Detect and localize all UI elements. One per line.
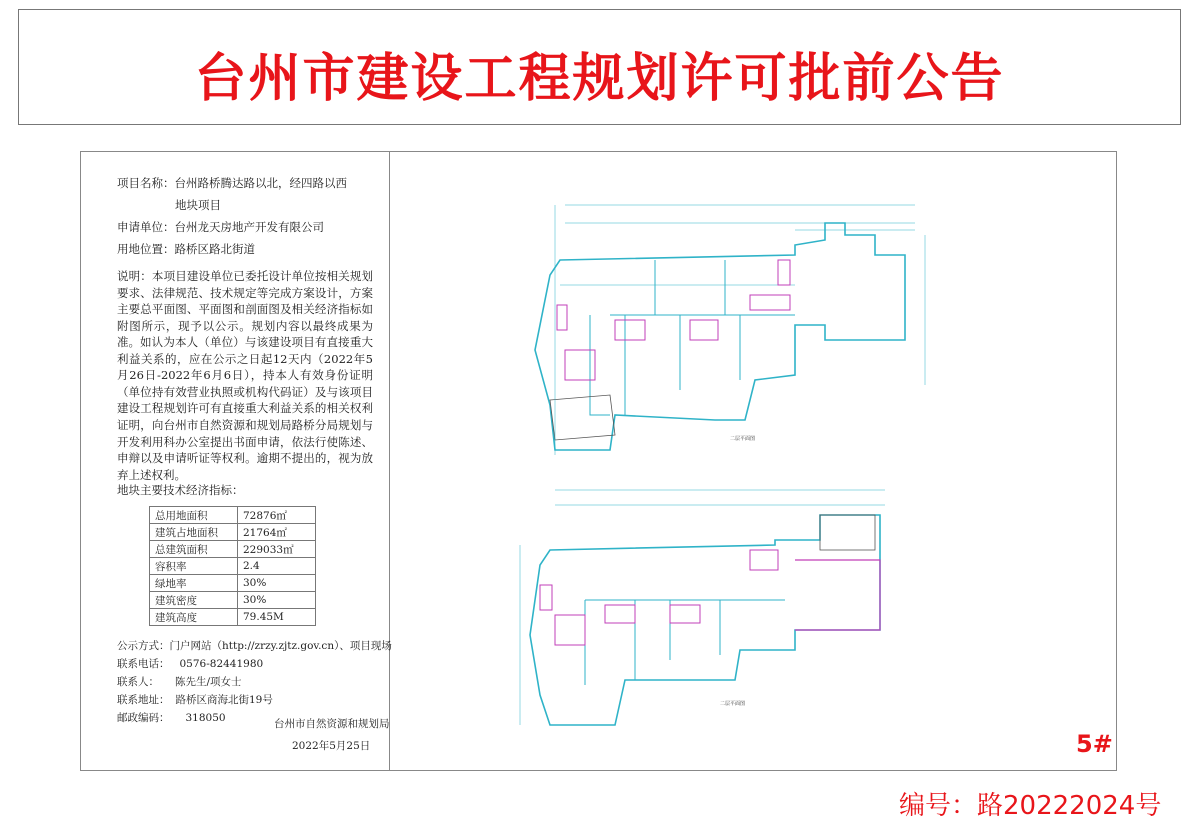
contact-person-row [117, 674, 242, 690]
metric-value: 79.45M [238, 609, 316, 626]
notice-title: 台州市建设工程规划许可批前公告 [194, 49, 1005, 109]
location: 路桥区路北街道 [174, 242, 255, 256]
metric-value: 21764㎡ [238, 524, 316, 541]
project-name-line2: 地块项目 [175, 198, 221, 212]
address-row [117, 692, 273, 708]
metric-name: 建筑密度 [150, 592, 238, 609]
issuer: 台州市自然资源和规划局 [274, 718, 390, 730]
metric-value: 30% [238, 575, 316, 592]
phone: 0576-82441980 [179, 658, 264, 670]
permit-code: 编号：路20222024号 [899, 791, 1162, 821]
upper-floor-plan [535, 205, 925, 455]
lower-floor-plan [520, 490, 885, 725]
metric-name: 绿地率 [150, 575, 238, 592]
rights-paragraph: 如认为本人（单位）与该建设项目有直接重大利益关系的，应在公示之日起12天内（2022年5月26日-2022年6月6日），持本人有效身份证明（单位持有效营业执照或机构代码证）及与该项目建设工程规划许可有直接重大利益关系的相关权利证明，向台州市自然资源和规划局路桥分局规划与开发利用科办公室提出书面申请，依法行使陈述、申辩以及申请听证等权利。逾期不提出的，视为放弃上述权利。 [117, 335, 373, 482]
title-frame [18, 9, 1181, 125]
applicant: 台州龙天房地产开发有限公司 [174, 220, 324, 234]
phone-row [117, 656, 263, 672]
metric-value: 229033㎡ [238, 541, 316, 558]
table-row [150, 575, 316, 592]
metrics-title: 地块主要技术经济指标： [117, 483, 244, 497]
svg-text:二层平面图: 二层平面图 [720, 701, 746, 707]
sheet-number: 5# [1076, 730, 1113, 758]
floor-plan-drawings [495, 175, 945, 735]
metric-value: 2.4 [238, 558, 316, 575]
person-label: 联系人： [117, 676, 159, 688]
phone-label: 联系电话： [117, 658, 170, 670]
project-name-row [117, 175, 347, 191]
metric-name: 总用地面积 [150, 507, 238, 524]
metric-name: 容积率 [150, 558, 238, 575]
table-row [150, 507, 316, 524]
metric-value: 72876㎡ [238, 507, 316, 524]
issue-date: 2022年5月25日 [292, 740, 371, 752]
publicity-method: 门户网站（http://zrzy.zjtz.gov.cn）、项目现场 [169, 640, 392, 652]
table-row [150, 592, 316, 609]
applicant-label: 申请单位： [117, 220, 175, 234]
project-name-label: 项目名称： [117, 176, 175, 190]
svg-text:二层平面图: 二层平面图 [730, 436, 756, 442]
table-row [150, 609, 316, 626]
metric-name: 建筑高度 [150, 609, 238, 626]
metric-name: 总建筑面积 [150, 541, 238, 558]
postcode-row [117, 710, 226, 726]
location-label: 用地位置： [117, 242, 175, 256]
location-row [117, 241, 255, 257]
postcode-label: 邮政编码： [117, 712, 170, 724]
publicity-method-row [117, 638, 392, 654]
method-label: 公示方式： [117, 640, 170, 652]
panel-divider [389, 151, 390, 771]
contact-person: 陈先生/项女士 [175, 676, 242, 688]
metric-name: 建筑占地面积 [150, 524, 238, 541]
table-row [150, 558, 316, 575]
address: 路桥区商海北街19号 [175, 694, 273, 706]
applicant-row [117, 219, 324, 235]
metric-value: 30% [238, 592, 316, 609]
metrics-table [149, 506, 316, 626]
address-label: 联系地址： [117, 694, 170, 706]
description-paragraph: 说明：本项目建设单位已委托设计单位按相关规划要求、法律规范、技术规定等完成方案设计，方案主要总平面图、平面图和剖面图及相关经济指标如附图所示，现予以公示。规划内容以最终成果为准。 [117, 269, 373, 350]
table-row [150, 524, 316, 541]
postcode: 318050 [185, 712, 226, 724]
project-name: 台州路桥腾达路以北，经四路以西 [174, 176, 347, 190]
table-row [150, 541, 316, 558]
